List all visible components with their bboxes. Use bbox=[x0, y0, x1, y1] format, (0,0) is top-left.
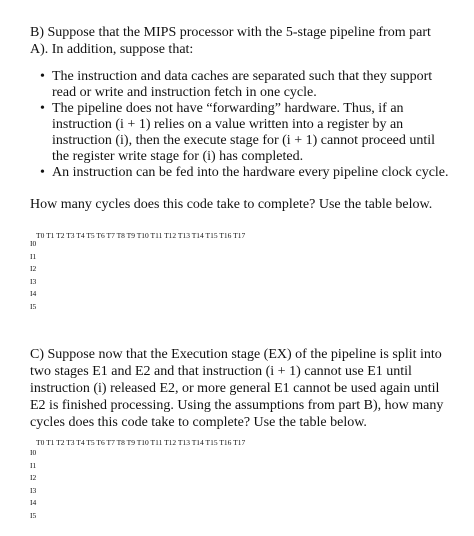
bullet-icon: • bbox=[40, 69, 45, 84]
table-row-label: I3 bbox=[30, 276, 37, 286]
table-row-label: I5 bbox=[30, 301, 37, 311]
assumption-text: An instruction can be fed into the hardware every pipeline clock cycle. bbox=[52, 165, 449, 180]
bullet-icon: • bbox=[40, 165, 45, 180]
table-row-label: I0 bbox=[30, 448, 37, 457]
table-row-label: I5 bbox=[30, 510, 37, 520]
table-row-label: I1 bbox=[30, 251, 37, 261]
part-b-table-header: T0 T1 T2 T3 T4 T5 T6 T7 T8 T9 T10 T11 T12 T13 T14 T15 T16 T17 bbox=[36, 231, 246, 240]
part-b-table-rows bbox=[30, 238, 36, 314]
part-b-question: How many cycles does this code take to complete? Use the table below. bbox=[30, 197, 433, 212]
part-c-text: C) Suppose now that the Execution stage (EX) of the pipeline is split into two stages E1 and E2 and that instruction (i + 1) cannot use E1 until instruction (i) released E2, or more general E1 cannot be used again until E2 is finished processing. Using the assumptions from part B), how many cycles does this code take to complete? Use the table below. bbox=[30, 347, 444, 430]
part-b-intro: B) Suppose that the MIPS processor with the 5-stage pipeline from part A). In addition, suppose that: bbox=[30, 25, 431, 57]
bullet-icon: • bbox=[40, 101, 45, 116]
part-b-assumptions-list bbox=[40, 69, 450, 181]
assumption-text: The instruction and data caches are separated such that they support read or write and instruction fetch in one cycle. bbox=[52, 69, 433, 100]
part-c-table-rows bbox=[30, 447, 36, 523]
table-row-label: I0 bbox=[30, 239, 37, 248]
table-row-label: I1 bbox=[30, 460, 37, 470]
table-row-label: I2 bbox=[30, 473, 37, 483]
part-c-table-header: T0 T1 T2 T3 T4 T5 T6 T7 T8 T9 T10 T11 T12 T13 T14 T15 T16 T17 bbox=[36, 438, 246, 447]
table-row-label: I4 bbox=[30, 498, 37, 508]
assumption-item bbox=[40, 69, 450, 101]
table-row-label: I4 bbox=[30, 289, 37, 299]
assumption-text: The pipeline does not have “forwarding” hardware. Thus, if an instruction (i + 1) relies on a value written into a register by an instruction (i), then the execute stage for (i + 1) cannot proceed until the register write stage for (i) has completed. bbox=[52, 101, 436, 164]
table-row-label: I2 bbox=[30, 264, 37, 274]
assumption-item bbox=[40, 101, 450, 165]
table-row-label: I3 bbox=[30, 485, 37, 495]
assumption-item bbox=[40, 165, 450, 181]
